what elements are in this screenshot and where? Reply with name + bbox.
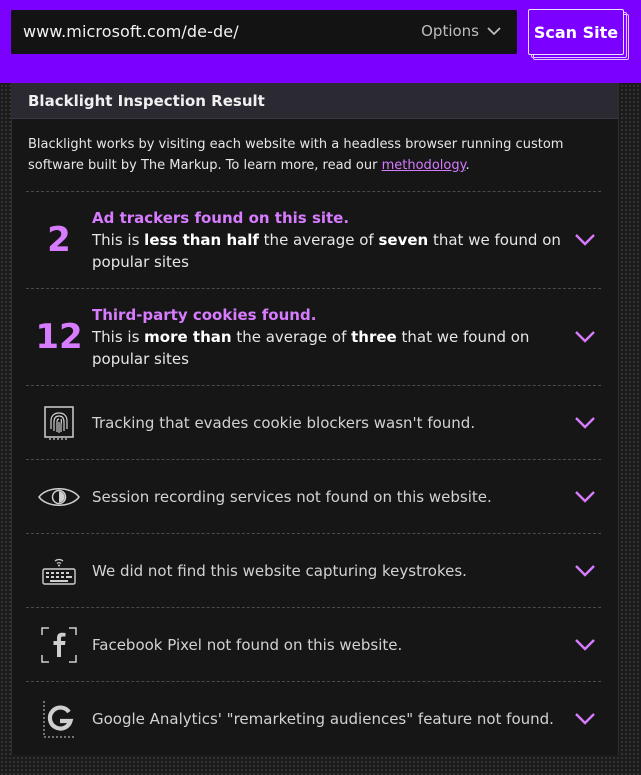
cookies-bold2: three (351, 328, 397, 346)
ad-trackers-mid: the average of (258, 231, 379, 249)
ad-trackers-count: 2 (47, 220, 71, 260)
cookies-title: Third-party cookies found. (92, 306, 317, 324)
options-label[interactable]: Options (421, 22, 479, 40)
ad-trackers-post: that we found on popular sites (92, 231, 561, 271)
expand-cookies[interactable] (569, 331, 601, 343)
cookies-bold1: more than (144, 328, 232, 346)
methodology-link[interactable]: methodology (381, 158, 466, 173)
keyboard-icon-wrap (26, 556, 92, 586)
cookies-pre: This is (92, 328, 145, 346)
intro-period: . (465, 158, 470, 173)
chevron-down-icon[interactable] (575, 331, 595, 343)
scan-site-button-wrap (528, 9, 631, 60)
url-input[interactable] (11, 10, 517, 54)
chevron-down-icon[interactable] (575, 713, 595, 725)
keyboard-icon (41, 556, 77, 586)
result-row-fingerprinting[interactable] (26, 385, 601, 459)
expand-session-recording[interactable] (569, 491, 601, 503)
google-analytics-text: Google Analytics' "remarketing audiences" feature not found. (92, 709, 554, 728)
cookies-text (92, 304, 569, 370)
fingerprint-icon-wrap (26, 405, 92, 441)
result-row-keylogging[interactable] (26, 533, 601, 607)
facebook-icon (40, 626, 78, 664)
chevron-down-icon[interactable] (575, 491, 595, 503)
cookies-post: that we found on popular sites (92, 328, 530, 368)
result-row-google-analytics[interactable] (26, 681, 601, 755)
intro-body: Blacklight works by visiting each website with a headless browser running custom software built by The Markup. To learn more, read our (28, 137, 564, 173)
chevron-down-icon[interactable] (575, 234, 595, 246)
google-icon (40, 699, 78, 739)
session-recording-text: Session recording services not found on this website. (92, 487, 492, 506)
chevron-down-icon[interactable] (575, 565, 595, 577)
keylogging-text: We did not find this website capturing keystrokes. (92, 561, 467, 580)
chevron-down-icon[interactable] (575, 639, 595, 651)
expand-google-analytics[interactable] (569, 713, 601, 725)
scan-site-button[interactable]: Scan Site (528, 9, 624, 55)
panel-header (12, 83, 618, 119)
eye-icon (37, 484, 81, 510)
chevron-down-icon[interactable] (575, 417, 595, 429)
options-dropdown[interactable] (421, 22, 501, 40)
expand-facebook-pixel[interactable] (569, 639, 601, 651)
facebook-icon-wrap (26, 626, 92, 664)
ad-trackers-pre: This is (92, 231, 145, 249)
ad-trackers-bold2: seven (378, 231, 429, 249)
panel-title: Blacklight Inspection Result (28, 91, 265, 110)
cookies-mid: the average of (231, 328, 352, 346)
url-text[interactable]: www.microsoft.com/de-de/ (23, 22, 239, 41)
ad-trackers-text (92, 207, 569, 273)
facebook-pixel-text: Facebook Pixel not found on this website. (92, 635, 403, 654)
result-row-facebook-pixel[interactable] (26, 607, 601, 681)
result-row-ad-trackers[interactable] (26, 191, 601, 288)
cookies-count: 12 (35, 317, 83, 357)
fingerprint-icon (43, 405, 75, 441)
chevron-down-icon[interactable] (487, 26, 501, 36)
expand-fingerprinting[interactable] (569, 417, 601, 429)
expand-ad-trackers[interactable] (569, 234, 601, 246)
search-bar (0, 0, 641, 83)
ad-trackers-bold1: less than half (144, 231, 259, 249)
ad-trackers-title: Ad trackers found on this site. (92, 209, 350, 227)
fingerprinting-text: Tracking that evades cookie blockers wasn't found. (92, 413, 476, 432)
result-row-session-recording[interactable] (26, 459, 601, 533)
eye-icon-wrap (26, 484, 92, 510)
expand-keylogging[interactable] (569, 565, 601, 577)
google-icon-wrap (26, 699, 92, 739)
result-row-cookies[interactable] (26, 288, 601, 385)
